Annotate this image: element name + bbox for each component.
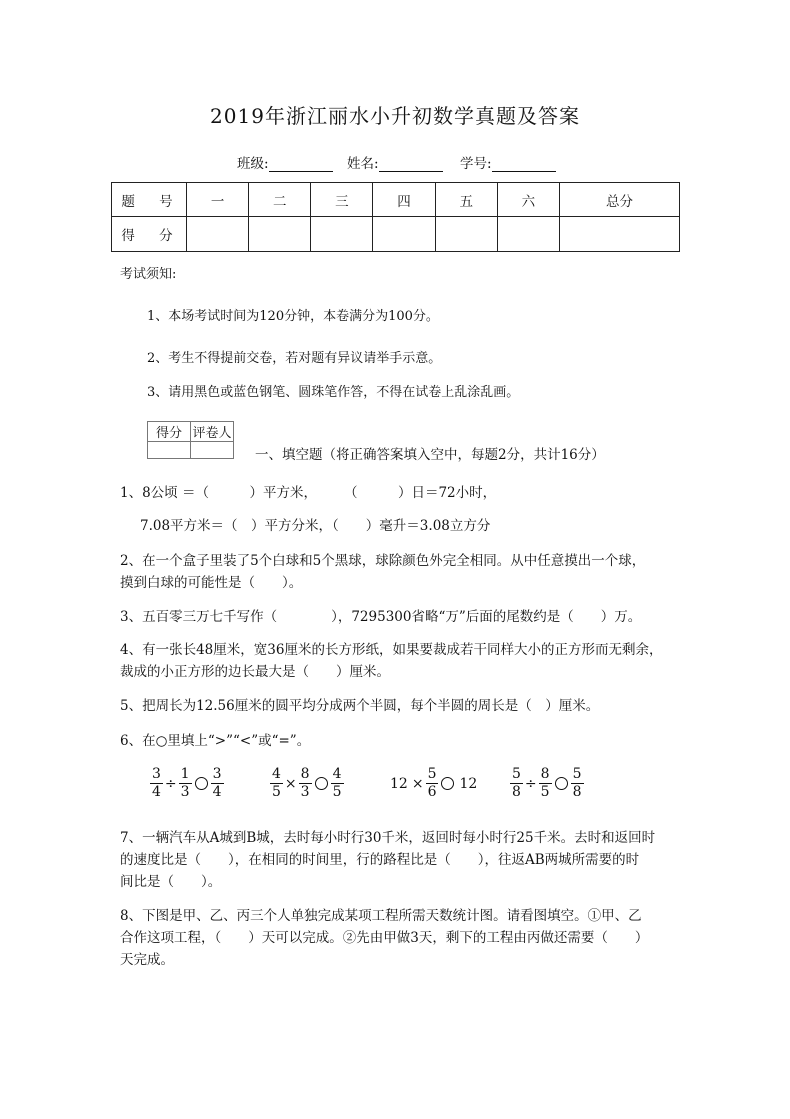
score-table [111, 182, 680, 252]
compare-circle[interactable] [555, 777, 568, 790]
class-label: 班级: [237, 156, 269, 172]
grader-score-label: 得分 [148, 422, 191, 442]
operator: × [411, 775, 424, 792]
question-6: 6、在○里填上“>”“<”或“=”。 [120, 733, 311, 749]
class-field [237, 152, 333, 172]
fraction: $\frac{8}{5}$ [540, 766, 550, 800]
score-table-header-row [112, 183, 680, 217]
compare-circle[interactable] [315, 777, 328, 790]
notice-heading: 考试须知: [120, 267, 177, 282]
score-cell[interactable] [249, 217, 311, 252]
operator: × [284, 775, 297, 792]
fraction: $\frac{3}{4}$ [212, 766, 222, 800]
compare-item-3 [388, 766, 479, 801]
section-heading: 一、填空题（将正确答案填入空中，每题2分，共计16分） [255, 447, 605, 463]
number: 12 [459, 775, 478, 792]
column-header: 二 [249, 183, 311, 217]
fraction: $\frac{8}{3}$ [300, 766, 310, 800]
question-1-line-1: 1、8公顷 ＝（ ）平方米， （ ）日＝72小时， [120, 485, 497, 501]
score-cell[interactable] [187, 217, 249, 252]
column-header: 一 [187, 183, 249, 217]
question-2-line-1: 2、在一个盒子里装了5个白球和5个黑球，球除颜色外完全相同。从中任意摸出一个球， [120, 553, 646, 569]
question-1-line-2: 7.08平方米＝（ ）平方分米，（ ）毫升＝3.08立方分 [140, 518, 491, 534]
name-label: 姓名: [347, 156, 379, 172]
grader-reviewer-label: 评卷人 [191, 422, 234, 442]
question-8-line-3: 天完成。 [120, 952, 174, 968]
question-8-line-2: 合作这项工程，（ ）天可以完成。②先由甲做3天，剩下的工程由丙做还需要（ ） [120, 930, 649, 946]
compare-item-4 [510, 766, 584, 801]
student-id-label: 学号: [460, 156, 492, 172]
question-2-line-2: 摸到白球的可能性是（ ）。 [120, 575, 303, 591]
question-7-line-2: 的速度比是（ ），在相同的时间里，行的路程比是（ ），往返AB两城所需要的时 [120, 852, 640, 868]
notice-rule: 3、请用黑色或蓝色钢笔、圆珠笔作答，不得在试卷上乱涂乱画。 [147, 385, 520, 400]
name-blank[interactable] [379, 157, 443, 172]
column-header: 六 [497, 183, 559, 217]
operator: ÷ [164, 775, 177, 792]
fraction: $\frac{5}{8}$ [512, 766, 521, 800]
column-header: 总分 [559, 183, 679, 217]
question-7-line-3: 间比是（ ）。 [120, 874, 222, 890]
column-header: 五 [435, 183, 497, 217]
question-4-line-1: 4、有一张长48厘米，宽36厘米的长方形纸，如果要裁成若干同样大小的正方形而无剩余， [120, 642, 663, 658]
fraction: $\frac{5}{8}$ [572, 766, 582, 800]
question-3: 3、五百零三万七千写作（ ），7295300省略“万”后面的尾数约是（ ）万。 [120, 609, 642, 625]
grader-box [147, 421, 234, 459]
score-table-score-row [112, 217, 680, 252]
column-header: 三 [311, 183, 373, 217]
question-4-line-2: 裁成的小正方形的边长最大是（ ）厘米。 [120, 664, 390, 680]
grader-score-cell[interactable] [148, 442, 191, 459]
score-cell[interactable] [497, 217, 559, 252]
operator: ÷ [524, 775, 537, 792]
fraction: $\frac{4}{5}$ [272, 766, 281, 800]
fraction: $\frac{1}{3}$ [180, 766, 190, 800]
compare-circle[interactable] [441, 777, 454, 790]
score-cell[interactable] [435, 217, 497, 252]
score-row-header: 得 分 [112, 217, 187, 252]
number: 12 [390, 775, 408, 792]
student-id-field [460, 152, 556, 172]
class-blank[interactable] [269, 157, 333, 172]
fraction: $\frac{4}{5}$ [332, 766, 342, 800]
student-id-blank[interactable] [492, 157, 556, 172]
question-number-header: 题 号 [112, 183, 187, 217]
compare-item-1 [150, 766, 224, 801]
fraction: $\frac{3}{4}$ [152, 766, 161, 800]
question-8-line-1: 8、下图是甲、乙、丙三个人单独完成某项工程所需天数统计图。请看图填空。①甲、乙 [120, 908, 642, 924]
question-7-line-1: 7、一辆汽车从A城到B城，去时每小时行30千米，返回时每小时行25千米。去时和返回时 [120, 830, 656, 846]
grader-reviewer-cell[interactable] [191, 442, 234, 459]
name-field [347, 152, 443, 172]
notice-rule: 1、本场考试时间为120分钟，本卷满分为100分。 [147, 309, 439, 324]
notice-rule: 2、考生不得提前交卷，若对题有异议请举手示意。 [147, 351, 442, 366]
question-5: 5、把周长为12.56厘米的圆平均分成两个半圆，每个半圆的周长是（ ）厘米。 [120, 698, 600, 714]
score-cell[interactable] [311, 217, 373, 252]
compare-circle[interactable] [195, 777, 208, 790]
score-cell[interactable] [373, 217, 435, 252]
column-header: 四 [373, 183, 435, 217]
compare-item-2 [270, 766, 344, 801]
score-cell[interactable] [559, 217, 679, 252]
fraction: $\frac{5}{6}$ [427, 766, 437, 800]
page-title: 2019年浙江丽水小升初数学真题及答案 [210, 104, 580, 128]
